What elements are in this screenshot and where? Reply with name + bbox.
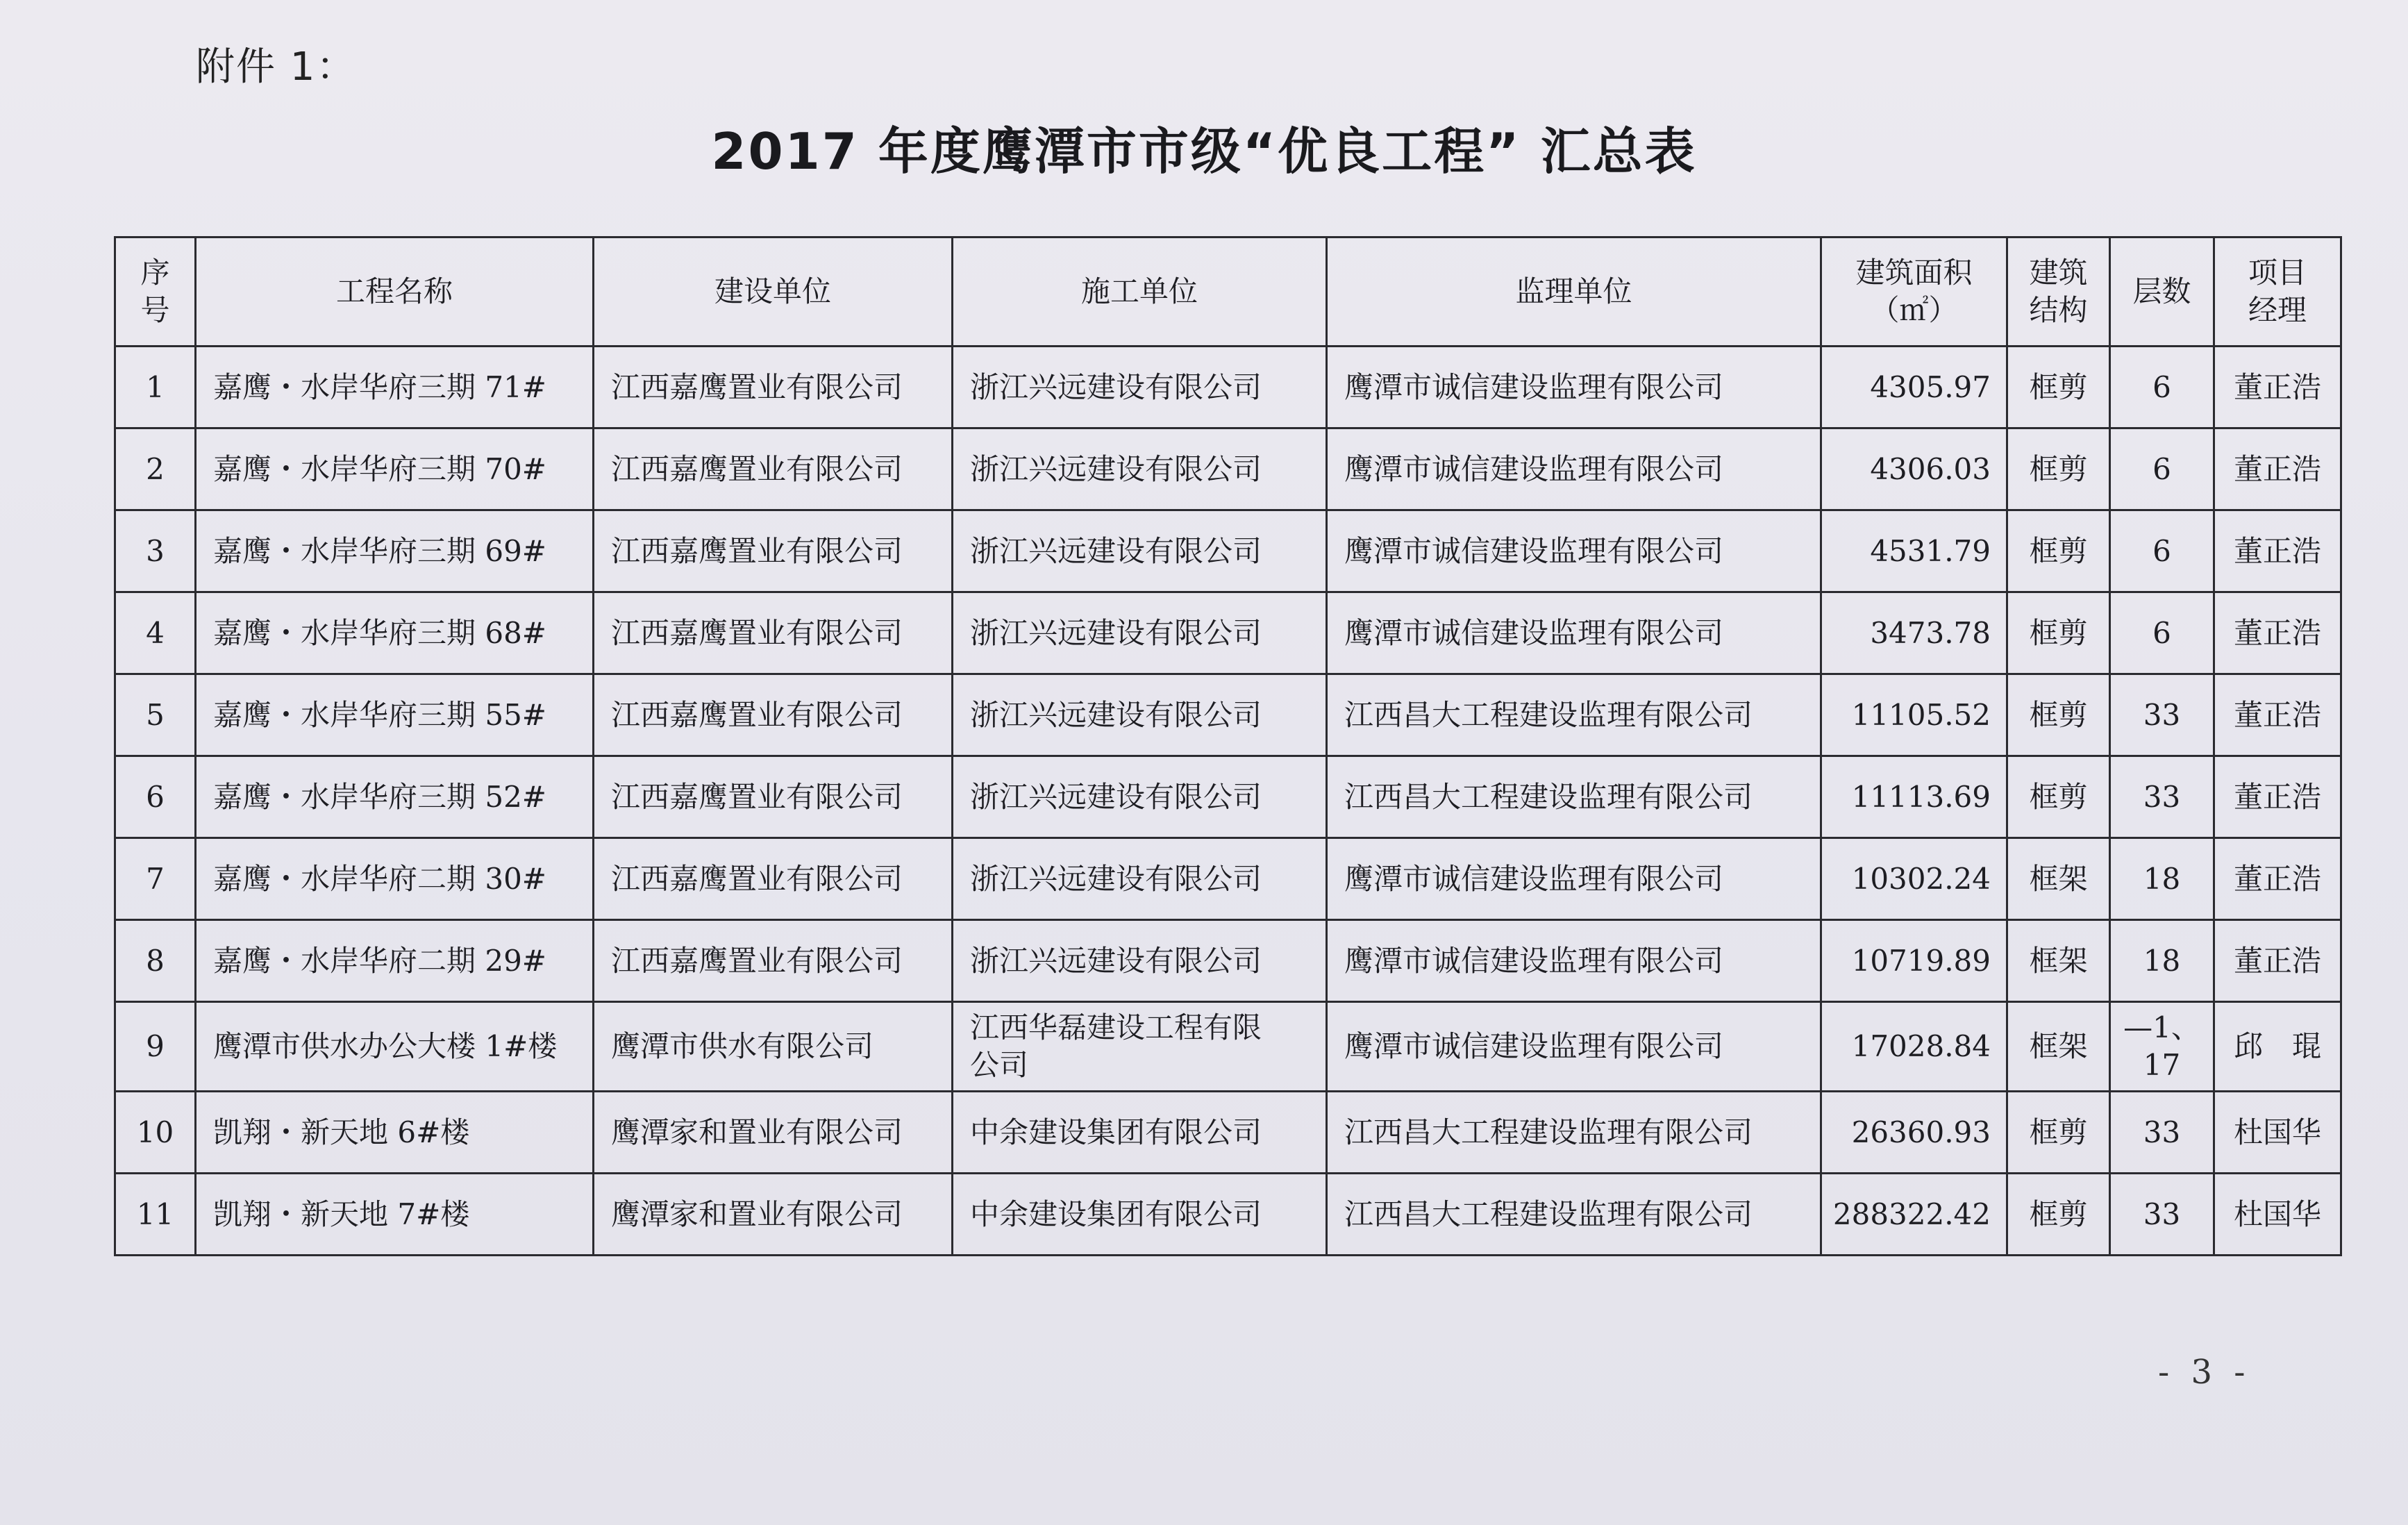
- cell-project: 嘉鹰・水岸华府二期 29#: [196, 920, 594, 1002]
- cell-structure: 框剪: [2007, 347, 2110, 428]
- cell-floors: 33: [2110, 674, 2214, 756]
- cell-seq: 4: [115, 592, 196, 674]
- table-body: [115, 347, 2341, 1256]
- document-title: 2017 年度鹰潭市市级“优良工程” 汇总表: [711, 122, 1697, 181]
- cell-constructor: 浙江兴远建设有限公司: [953, 920, 1327, 1002]
- header-builder: 建设单位: [594, 238, 953, 347]
- cell-builder: 鹰潭家和置业有限公司: [594, 1092, 953, 1174]
- cell-area: 10719.89: [1821, 920, 2007, 1002]
- cell-builder: 江西嘉鹰置业有限公司: [594, 756, 953, 838]
- cell-floors: —1、 17: [2110, 1002, 2214, 1092]
- cell-floors: 6: [2110, 510, 2214, 592]
- header-seq: 序 号: [115, 238, 196, 347]
- cell-project: 嘉鹰・水岸华府三期 71#: [196, 347, 594, 428]
- cell-area: 11113.69: [1821, 756, 2007, 838]
- cell-structure: 框架: [2007, 838, 2110, 920]
- cell-seq: 3: [115, 510, 196, 592]
- cell-builder: 鹰潭市供水有限公司: [594, 1002, 953, 1092]
- cell-supervisor: 江西昌大工程建设监理有限公司: [1327, 756, 1821, 838]
- cell-builder: 江西嘉鹰置业有限公司: [594, 428, 953, 510]
- cell-project: 鹰潭市供水办公大楼 1#楼: [196, 1002, 594, 1092]
- cell-builder: 江西嘉鹰置业有限公司: [594, 510, 953, 592]
- cell-supervisor: 江西昌大工程建设监理有限公司: [1327, 1092, 1821, 1174]
- cell-supervisor: 鹰潭市诚信建设监理有限公司: [1327, 838, 1821, 920]
- table-row: [115, 1174, 2341, 1256]
- cell-area: 4306.03: [1821, 428, 2007, 510]
- cell-builder: 江西嘉鹰置业有限公司: [594, 347, 953, 428]
- cell-manager: 董正浩: [2214, 510, 2341, 592]
- cell-floors: 33: [2110, 1092, 2214, 1174]
- cell-floors: 18: [2110, 920, 2214, 1002]
- cell-constructor: 中余建设集团有限公司: [953, 1174, 1327, 1256]
- cell-area: 26360.93: [1821, 1092, 2007, 1174]
- header-project: 工程名称: [196, 238, 594, 347]
- cell-structure: 框剪: [2007, 674, 2110, 756]
- cell-floors: 18: [2110, 838, 2214, 920]
- cell-seq: 6: [115, 756, 196, 838]
- header-constructor: 施工单位: [953, 238, 1327, 347]
- cell-project: 嘉鹰・水岸华府三期 70#: [196, 428, 594, 510]
- cell-area: 11105.52: [1821, 674, 2007, 756]
- table-header-row: [115, 238, 2341, 347]
- cell-constructor: 浙江兴远建设有限公司: [953, 347, 1327, 428]
- header-manager: 项目 经理: [2214, 238, 2341, 347]
- cell-project: 嘉鹰・水岸华府三期 68#: [196, 592, 594, 674]
- cell-area: 3473.78: [1821, 592, 2007, 674]
- cell-floors: 6: [2110, 428, 2214, 510]
- cell-seq: 11: [115, 1174, 196, 1256]
- table-row: [115, 674, 2341, 756]
- cell-seq: 7: [115, 838, 196, 920]
- cell-structure: 框剪: [2007, 1174, 2110, 1256]
- cell-area: 17028.84: [1821, 1002, 2007, 1092]
- cell-structure: 框架: [2007, 920, 2110, 1002]
- cell-floors: 33: [2110, 756, 2214, 838]
- cell-manager: 董正浩: [2214, 347, 2341, 428]
- table-row: [115, 347, 2341, 428]
- cell-supervisor: 鹰潭市诚信建设监理有限公司: [1327, 1002, 1821, 1092]
- cell-seq: 2: [115, 428, 196, 510]
- cell-supervisor: 江西昌大工程建设监理有限公司: [1327, 674, 1821, 756]
- table-row: [115, 1002, 2341, 1092]
- cell-constructor: 浙江兴远建设有限公司: [953, 592, 1327, 674]
- header-area: 建筑面积 （㎡）: [1821, 238, 2007, 347]
- cell-area: 288322.42: [1821, 1174, 2007, 1256]
- summary-table: [114, 236, 2342, 1256]
- cell-constructor: 江西华磊建设工程有限 公司: [953, 1002, 1327, 1092]
- cell-supervisor: 鹰潭市诚信建设监理有限公司: [1327, 347, 1821, 428]
- cell-project: 凯翔・新天地 7#楼: [196, 1174, 594, 1256]
- cell-manager: 董正浩: [2214, 838, 2341, 920]
- table-row: [115, 1092, 2341, 1174]
- cell-manager: 董正浩: [2214, 674, 2341, 756]
- cell-structure: 框架: [2007, 1002, 2110, 1092]
- cell-seq: 10: [115, 1092, 196, 1174]
- cell-manager: 董正浩: [2214, 428, 2341, 510]
- cell-project: 嘉鹰・水岸华府二期 30#: [196, 838, 594, 920]
- cell-builder: 江西嘉鹰置业有限公司: [594, 674, 953, 756]
- cell-structure: 框剪: [2007, 1092, 2110, 1174]
- header-structure: 建筑 结构: [2007, 238, 2110, 347]
- header-supervisor: 监理单位: [1327, 238, 1821, 347]
- cell-floors: 6: [2110, 347, 2214, 428]
- cell-project: 凯翔・新天地 6#楼: [196, 1092, 594, 1174]
- cell-constructor: 浙江兴远建设有限公司: [953, 428, 1327, 510]
- cell-area: 10302.24: [1821, 838, 2007, 920]
- cell-manager: 邱 琨: [2214, 1002, 2341, 1092]
- cell-floors: 33: [2110, 1174, 2214, 1256]
- table-row: [115, 920, 2341, 1002]
- cell-seq: 5: [115, 674, 196, 756]
- cell-builder: 江西嘉鹰置业有限公司: [594, 920, 953, 1002]
- cell-seq: 1: [115, 347, 196, 428]
- cell-constructor: 浙江兴远建设有限公司: [953, 510, 1327, 592]
- attachment-label: 附件 1：: [196, 44, 357, 90]
- header-floors: 层数: [2110, 238, 2214, 347]
- cell-manager: 董正浩: [2214, 592, 2341, 674]
- cell-manager: 杜国华: [2214, 1092, 2341, 1174]
- cell-structure: 框剪: [2007, 428, 2110, 510]
- cell-floors: 6: [2110, 592, 2214, 674]
- cell-builder: 江西嘉鹰置业有限公司: [594, 838, 953, 920]
- table-row: [115, 756, 2341, 838]
- cell-supervisor: 江西昌大工程建设监理有限公司: [1327, 1174, 1821, 1256]
- cell-project: 嘉鹰・水岸华府三期 52#: [196, 756, 594, 838]
- cell-constructor: 中余建设集团有限公司: [953, 1092, 1327, 1174]
- page-number: - 3 -: [2158, 1353, 2251, 1392]
- table-row: [115, 428, 2341, 510]
- cell-builder: 鹰潭家和置业有限公司: [594, 1174, 953, 1256]
- cell-area: 4305.97: [1821, 347, 2007, 428]
- cell-structure: 框剪: [2007, 510, 2110, 592]
- cell-manager: 董正浩: [2214, 756, 2341, 838]
- cell-builder: 江西嘉鹰置业有限公司: [594, 592, 953, 674]
- cell-project: 嘉鹰・水岸华府三期 69#: [196, 510, 594, 592]
- cell-structure: 框剪: [2007, 592, 2110, 674]
- cell-supervisor: 鹰潭市诚信建设监理有限公司: [1327, 592, 1821, 674]
- cell-constructor: 浙江兴远建设有限公司: [953, 838, 1327, 920]
- cell-seq: 8: [115, 920, 196, 1002]
- cell-manager: 董正浩: [2214, 920, 2341, 1002]
- cell-constructor: 浙江兴远建设有限公司: [953, 756, 1327, 838]
- cell-area: 4531.79: [1821, 510, 2007, 592]
- table-row: [115, 592, 2341, 674]
- cell-supervisor: 鹰潭市诚信建设监理有限公司: [1327, 428, 1821, 510]
- cell-structure: 框剪: [2007, 756, 2110, 838]
- cell-seq: 9: [115, 1002, 196, 1092]
- cell-constructor: 浙江兴远建设有限公司: [953, 674, 1327, 756]
- cell-supervisor: 鹰潭市诚信建设监理有限公司: [1327, 920, 1821, 1002]
- cell-supervisor: 鹰潭市诚信建设监理有限公司: [1327, 510, 1821, 592]
- table-row: [115, 510, 2341, 592]
- cell-manager: 杜国华: [2214, 1174, 2341, 1256]
- table-row: [115, 838, 2341, 920]
- cell-project: 嘉鹰・水岸华府三期 55#: [196, 674, 594, 756]
